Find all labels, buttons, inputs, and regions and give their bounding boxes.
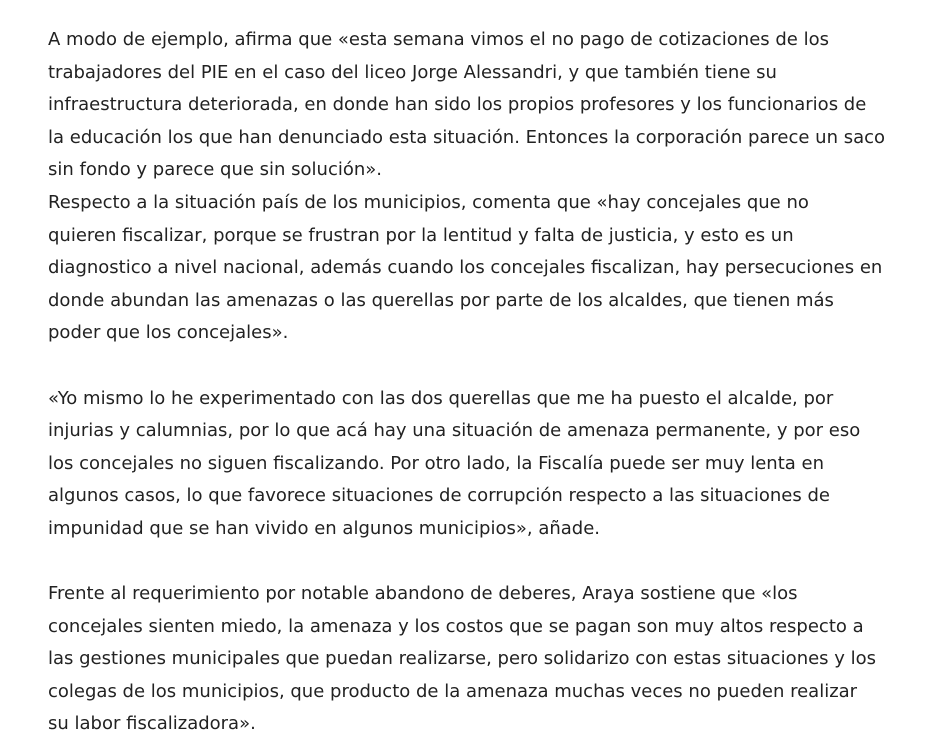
- article-body: [48, 24, 928, 741]
- paragraph-spacer: [48, 546, 928, 579]
- paragraph-3: «Yo mismo lo he experimentado con las dos querellas que me ha puesto el alcalde, por injurias y calumnias, por lo que acá hay una situación de amenaza permanente, y por eso los concejales no siguen fiscalizando. Por otro lado, la Fiscalía puede ser muy lenta en algunos casos, lo que favorece situaciones de corrupción respecto a las situaciones de impunidad que se han vivido en algunos municipios», añade.: [48, 387, 861, 539]
- paragraph-2: Respecto a la situación país de los municipios, comenta que «hay concejales que no quieren fiscalizar, porque se frustran por la lentitud y falta de justicia, y esto es un diagnostico a nivel nacional, además cuando los concejales fiscalizan, hay persecuciones en donde abundan las amenazas o las querellas por parte de los alcaldes, que tienen más poder que los concejales».: [48, 191, 883, 344]
- paragraph-4: Frente al requerimiento por notable abandono de deberes, Araya sostiene que «los concejales sienten miedo, la amenaza y los costos que se pagan son muy altos respecto a las gestiones municipales que puedan realizarse, pero solidarizo con estas situaciones y los colegas de los municipios, que producto de la amenaza muchas veces no pueden realizar su labor fiscalizadora».: [48, 583, 877, 735]
- paragraph-1: A modo de ejemplo, afirma que «esta semana vimos el no pago de cotizaciones de los trabajadores del PIE en el caso del liceo Jorge Alessandri, y que también tiene su infraestructura deteriorada, en donde han sido los propios profesores y los funcionarios de la educación los que han denunciado esta situación. Entonces la corporación parece un saco sin fondo y parece que sin solución».: [48, 29, 886, 181]
- paragraph-spacer: [48, 350, 928, 383]
